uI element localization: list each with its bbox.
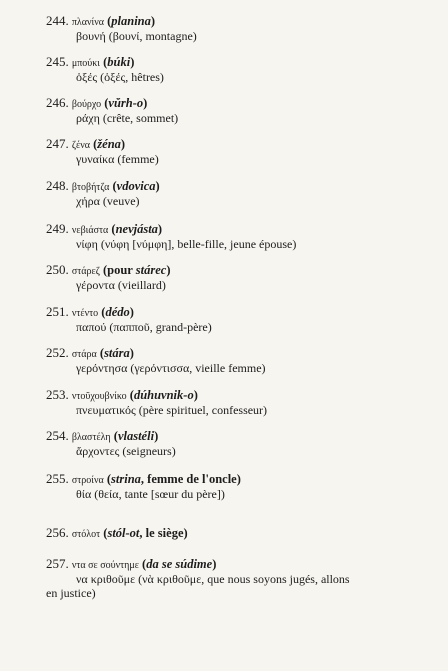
greek-word: βτοβήτζα [71, 182, 110, 193]
entry-headline [46, 429, 158, 445]
entry-number: 246. [46, 95, 69, 110]
entry-headline [46, 222, 162, 238]
greek-word: βούρχο [71, 99, 102, 110]
transliteration: vlastéli [117, 429, 155, 443]
greek-word: στροίνα [71, 475, 104, 486]
entry-gloss: θία (θεία, tante [sœur du père]) [76, 487, 225, 501]
paren-open: ( [96, 346, 105, 360]
entry-headline [46, 179, 160, 195]
transliteration: vŭrh-o [108, 96, 144, 110]
paren-open: ( [110, 429, 118, 443]
entry-number: 256. [46, 525, 69, 540]
paren-close: ) [166, 263, 171, 277]
paren-close: ) [130, 55, 135, 69]
entry-number: 247. [46, 136, 69, 151]
transliteration: stól-ot [107, 526, 140, 540]
paren-open: ( [103, 14, 112, 28]
transliteration: vdovica [116, 179, 156, 193]
paren-open: ( [138, 557, 147, 571]
paren-open: ( [99, 55, 108, 69]
transliteration: žéna [97, 137, 121, 151]
transliteration: planina [111, 14, 151, 28]
paren-open: ( [89, 137, 98, 151]
greek-word: στάρα [71, 349, 97, 360]
entry-gloss: γέροντα (vieillard) [76, 278, 166, 292]
greek-word: πλανίνα [71, 17, 104, 28]
entry-number: 254. [46, 428, 69, 443]
paren-close: ) [212, 557, 217, 571]
paren-close: ) [154, 429, 159, 443]
transliteration: stára [104, 346, 130, 360]
entry-gloss: γερόντησα (γερόντισσα, vieille femme) [76, 361, 266, 375]
entry-headline [46, 526, 188, 542]
greek-word: ντα σε σούντημε [71, 560, 139, 571]
greek-word: νεβιάστα [71, 225, 109, 236]
entry-number: 255. [46, 471, 69, 486]
paren-open: ( [101, 96, 109, 110]
entry-gloss: παπού (παπποῦ, grand-père) [76, 320, 212, 334]
entry-headline [46, 557, 216, 573]
transliteration: nevjásta [115, 222, 158, 236]
entry-gloss: ράχη (crête, sommet) [76, 111, 179, 125]
entry-number: 248. [46, 178, 69, 193]
transliteration: stárec [135, 263, 167, 277]
entry-gloss: γυναίκα (femme) [76, 152, 159, 166]
entry-gloss-continued: en justice) [46, 586, 96, 600]
transliteration: búki [107, 55, 131, 69]
greek-word: ντοῦχουβνίκο [71, 391, 127, 402]
paren-close: , femme de l'oncle) [140, 472, 241, 486]
transliteration: strina [111, 472, 141, 486]
paren-open: ( [103, 472, 112, 486]
greek-word: στόλοτ [71, 529, 101, 540]
entry-number: 257. [46, 556, 69, 571]
entry-number: 245. [46, 54, 69, 69]
entry-gloss: βουνή (βουνί, montagne) [76, 29, 197, 43]
paren-close: ) [193, 388, 198, 402]
paren-close: ) [129, 346, 134, 360]
entry-headline [46, 305, 134, 321]
entry-gloss: να κριθοῦμε (νὰ κριθοῦμε, que nous soyons jugés, allons [76, 572, 350, 586]
paren-open: ( [126, 388, 134, 402]
greek-word: ντέντο [71, 308, 99, 319]
entry-gloss: νίφη (νύφη [νύμφη], belle-fille, jeune épouse) [76, 237, 297, 251]
paren-close: ) [157, 222, 163, 236]
entry-number: 252. [46, 345, 69, 360]
greek-word: ζένα [71, 140, 90, 151]
paren-open: ( [108, 222, 116, 236]
entry-headline [46, 388, 198, 404]
paren-close: ) [155, 179, 160, 193]
greek-word: βλαστέλη [71, 432, 111, 443]
entry-gloss: χήρα (veuve) [76, 194, 140, 208]
paren-close: , le siège) [139, 526, 188, 540]
entry-number: 249. [46, 221, 69, 236]
entry-gloss: ὀξές (ὀξές, hêtres) [76, 70, 164, 84]
entry-headline [46, 472, 241, 488]
paren-open: (pour [99, 263, 136, 277]
paren-close: ) [143, 96, 148, 110]
paren-open: ( [100, 526, 108, 540]
transliteration: da se súdime [146, 557, 213, 571]
transliteration: dédo [105, 305, 130, 319]
greek-word: στάρεζ [71, 266, 100, 277]
entry-headline [46, 346, 134, 362]
transliteration: dúhuvnik-o [133, 388, 194, 402]
paren-open: ( [98, 305, 106, 319]
paren-close: ) [150, 14, 156, 28]
entry-number: 253. [46, 387, 69, 402]
entry-number: 250. [46, 262, 69, 277]
entry-headline [46, 96, 147, 112]
entry-number: 244. [46, 13, 69, 28]
greek-word: μπούκι [71, 58, 100, 69]
entry-gloss: ἄρχοντες (seigneurs) [76, 444, 176, 458]
paren-open: ( [109, 179, 117, 193]
entry-headline [46, 55, 134, 71]
entry-headline [46, 14, 155, 30]
entry-gloss: πνευματικός (père spirituel, confesseur) [76, 403, 268, 417]
paren-close: ) [120, 137, 126, 151]
entry-headline [46, 137, 125, 153]
entry-headline [46, 263, 170, 279]
paren-close: ) [129, 305, 134, 319]
entry-number: 251. [46, 304, 69, 319]
